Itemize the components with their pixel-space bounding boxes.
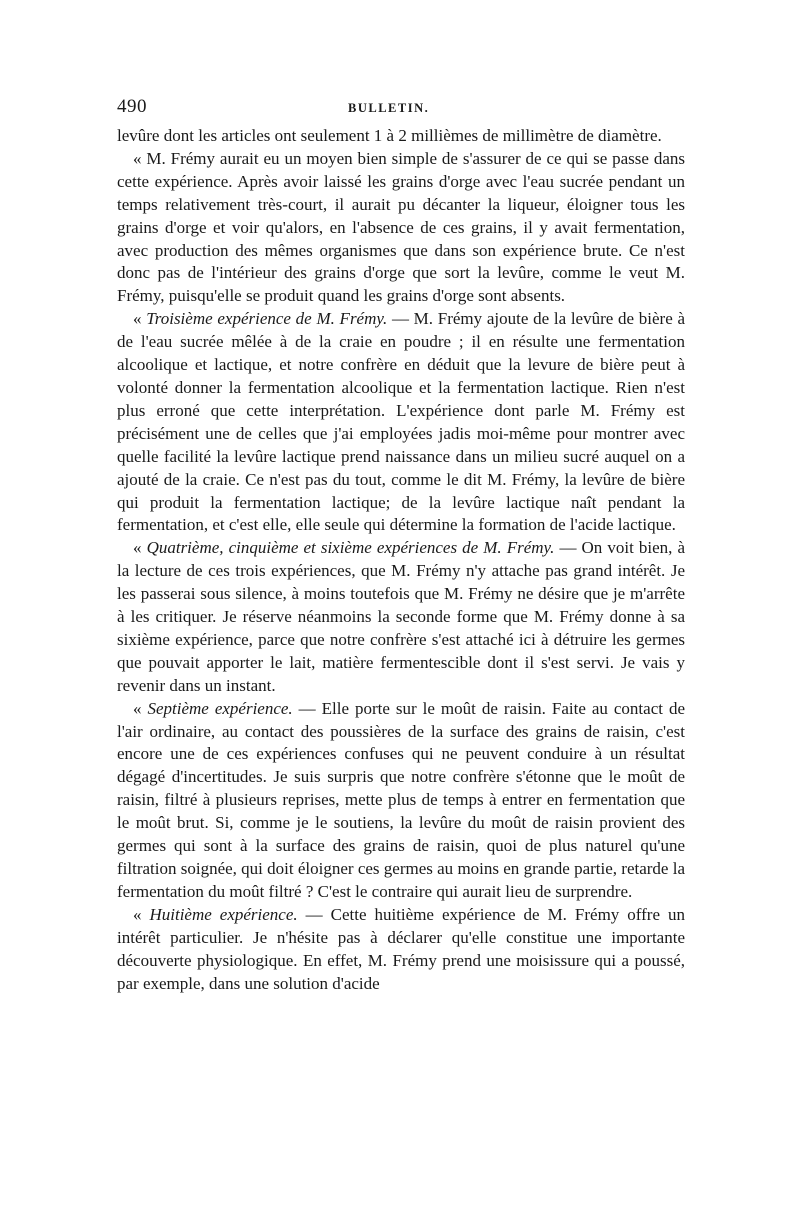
page-number: 490 [117, 96, 147, 117]
section-heading: Huitième expérience. [149, 904, 298, 924]
paragraph-text: — Cette huitième expérience de M. Frémy offre un intérêt particulier. Je n'hésite pas à déclarer qu'elle constitue une importante découverte physiologique. En effet, M. Frémy prend une moisissure qui a poussé, par exemple, dans une solution d'acide [117, 904, 685, 993]
paragraph-text: — M. Frémy ajoute de la levûre de bière à de l'eau sucrée mêlée à de la craie en poudre ; il en résulte une fermentation alcoolique et lactique, et notre confrère en déduit que la levure de bière peut à volonté donner la fermentation alcoolique et la fermentation lactique. Rien n'est plus erroné que cette interprétation. L'expérience dont parle M. Frémy est précisément une de celles que j'ai employées jadis moi-même pour montrer avec quelle facilité la levûre lactique prend naissance dans un milieu sucré auquel on a ajouté de la craie. Ce n'est pas du tout, comme le dit M. Frémy, la levûre de bière qui produit la fermentation lactique; de la levûre lactique naît pendant la fermentation, et c'est elle, elle seule qui détermine la formation de l'acide lactique. [117, 309, 685, 535]
body-text [117, 125, 685, 995]
book-page [117, 96, 685, 995]
quote-mark: « [133, 698, 148, 718]
quote-mark: « [133, 309, 147, 329]
paragraph-2 [117, 148, 685, 308]
quote-mark: « [133, 538, 147, 558]
paragraph-text: — On voit bien, à la lecture de ces trois expériences, que M. Frémy n'y attache pas grand intérêt. Je les passerai sous silence, à moins toutefois que M. Frémy ne désire que je m'arrête à les critiquer. Je réserve néanmoins la seconde forme que M. Frémy donne à sa sixième expérience, parce que notre confrère s'est attaché ici à détruire les germes que pouvait apporter le lait, matière fermentescible dont il s'est servi. Je vais y revenir dans un instant. [117, 538, 685, 695]
running-title: BULLETIN. [348, 101, 430, 115]
running-head [117, 96, 685, 122]
paragraph-text: — Elle porte sur le moût de raisin. Faite au contact de l'air ordinaire, au contact des poussières de la surface des grains de raisin, c'est encore une de ces expériences confuses qui ne peuvent conduire à un résultat dégagé d'incertitudes. Je suis surpris que notre confrère s'étonne que le moût de raisin, filtré à plusieurs reprises, mette plus de temps à entrer en fermentation que le moût brut. Si, comme je le soutiens, la levûre du moût de raisin provient des germes qui sont à la surface des grains de raisin, quoi de plus naturel qu'une filtration soignée, qui doit éloigner ces germes au moins en grande partie, retarde la fermentation du moût filtré ? C'est le contraire qui aurait lieu de surprendre. [117, 698, 685, 901]
paragraph-5 [117, 698, 685, 904]
paragraph-4 [117, 537, 685, 697]
paragraph-text: levûre dont les articles ont seulement 1 à 2 millièmes de millimètre de diamètre. [117, 126, 662, 145]
section-heading: Troisième expérience de M. Frémy. [146, 309, 388, 329]
section-heading: Quatrième, cinquième et sixième expériences de M. Frémy. [146, 538, 555, 558]
quote-mark: « [133, 904, 150, 924]
paragraph-1 [117, 125, 685, 148]
paragraph-text: « M. Frémy aurait eu un moyen bien simple de s'assurer de ce qui se passe dans cette expérience. Après avoir laissé les grains d'orge avec l'eau sucrée pendant un temps relativement très-court, il aurait pu décanter la liqueur, éloigner tous les grains d'orge et voir qu'alors, en l'absence de ces grains, il y avait fermentation, avec production des mêmes organismes que dans son expérience brute. Ce n'est donc pas de l'intérieur des grains d'orge que sort la levûre, comme le veut M. Frémy, puisqu'elle se produit quand les grains d'orge sont absents. [117, 148, 685, 306]
paragraph-3 [117, 308, 685, 537]
paragraph-6 [117, 904, 685, 996]
section-heading: Septième expérience. [147, 698, 293, 718]
